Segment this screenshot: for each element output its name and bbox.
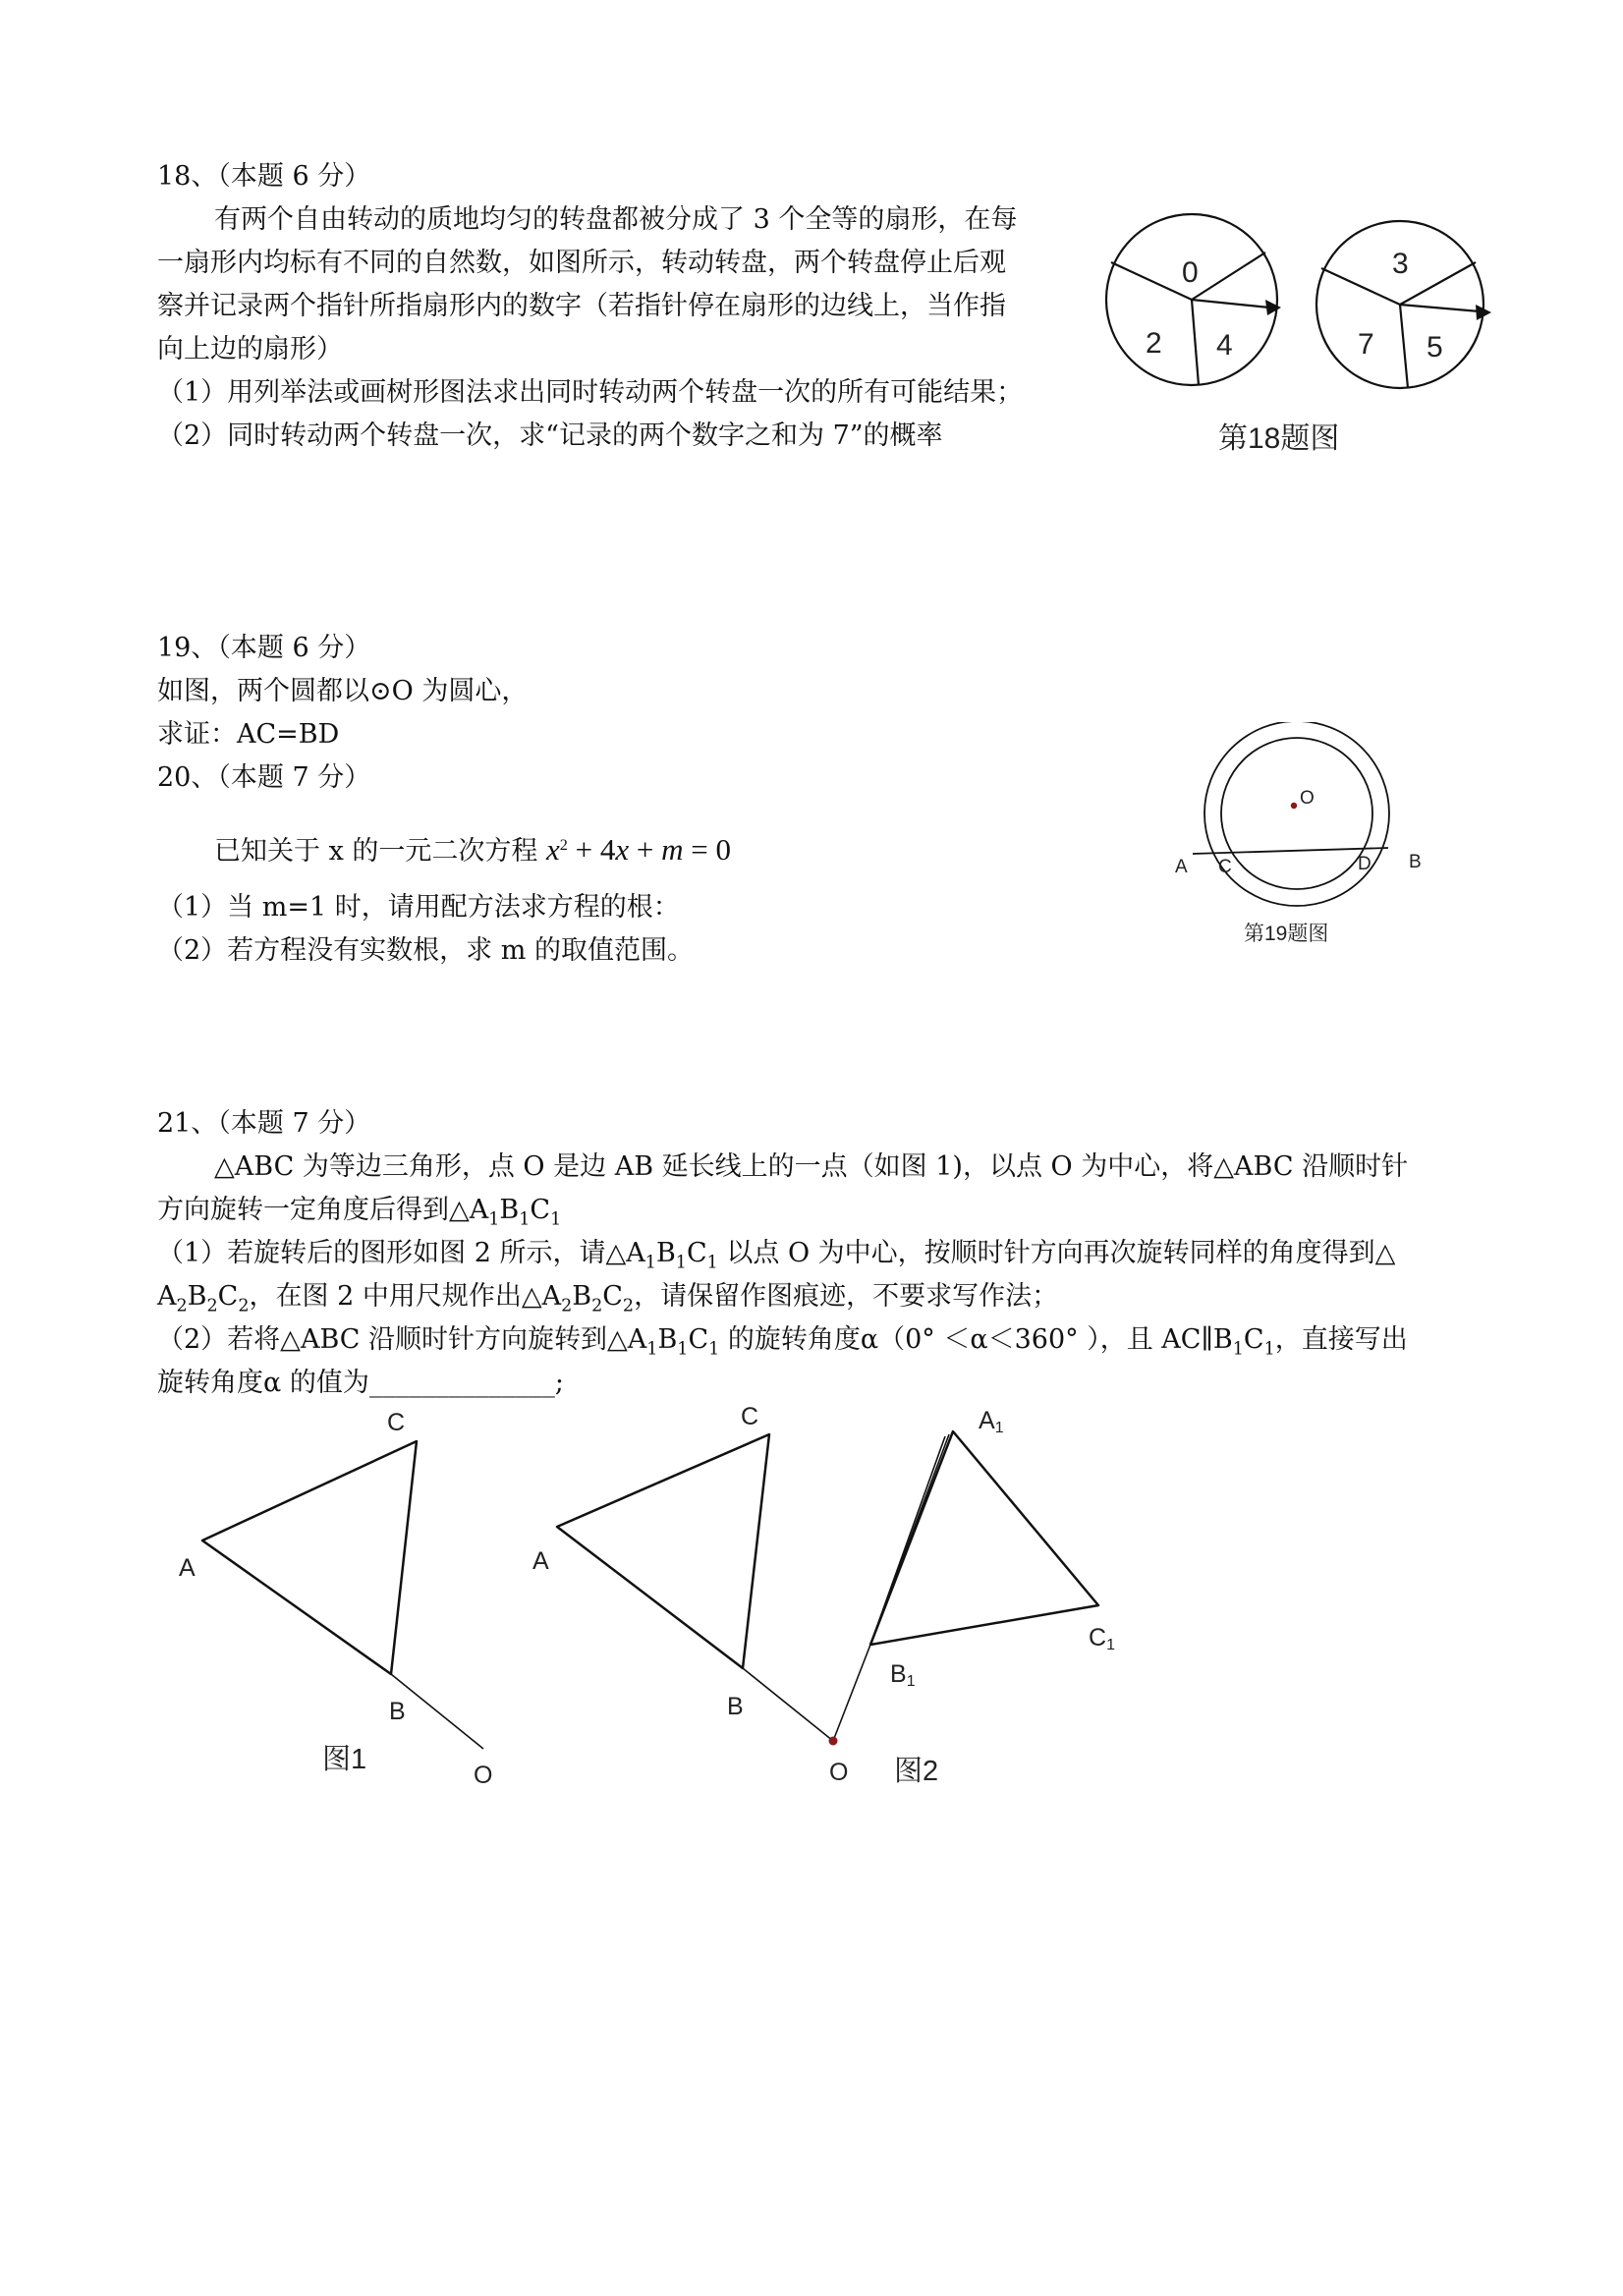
q21-part-2-line-1 <box>157 1322 1408 1367</box>
text-span: （1）若旋转后的图形如图 2 所示，请△A <box>157 1238 645 1268</box>
q18-body-line-4: 向上边的扇形） <box>157 334 343 364</box>
q19-title: 19、（本题 6 分） <box>157 633 371 663</box>
q21-body-line-1: △ABC 为等边三角形，点 O 是边 AB 延长线上的一点（如图 1)，以点 O 为中心，将△ABC 沿顺时针 <box>214 1151 1409 1182</box>
label-subscript: 1 <box>1106 1637 1115 1653</box>
figure-2-caption: 图2 <box>894 1756 939 1787</box>
q19-figure <box>1149 722 1444 958</box>
text-span: B <box>657 1324 678 1355</box>
label-b: B <box>389 1698 406 1725</box>
q21-figure-2 <box>521 1385 1149 1798</box>
spinner-1-number: 2 <box>1146 327 1162 360</box>
text-span: C <box>1243 1324 1264 1355</box>
spinner-1-pointer <box>1192 300 1269 308</box>
subscript: 2 <box>591 1296 603 1316</box>
equation-term: = 0 <box>683 832 731 867</box>
q18-figure <box>1091 201 1513 467</box>
subscript: 2 <box>561 1296 573 1316</box>
spinner-2-pointer <box>1400 305 1480 311</box>
label-c: C <box>387 1409 406 1436</box>
equation-term: + 4 <box>567 832 616 867</box>
construction-line <box>870 1434 949 1645</box>
label-b: B <box>1409 852 1422 872</box>
label-letter: A <box>979 1407 995 1434</box>
subscript: 2 <box>238 1296 250 1316</box>
subscript: 1 <box>1263 1339 1275 1360</box>
label-a1 <box>979 1407 1004 1436</box>
subscript: 1 <box>488 1209 500 1230</box>
label-b: B <box>727 1693 744 1720</box>
label-a: A <box>1175 857 1188 877</box>
subscript: 2 <box>206 1296 218 1316</box>
outer-circle <box>1204 722 1389 906</box>
q18-body-line-3: 察并记录两个指针所指扇形内的数字（若指针停在扇形的边线上，当作指 <box>157 291 1006 321</box>
label-subscript: 1 <box>994 1420 1004 1436</box>
q21-body-line-2 <box>157 1193 561 1237</box>
text-span: ，在图 2 中用尺规作出△A <box>249 1281 562 1312</box>
spinner-1-number: 0 <box>1182 256 1199 289</box>
q18-body-line-2: 一扇形内均标有不同的自然数，如图所示，转动转盘，两个转盘停止后观 <box>157 248 1006 278</box>
label-c1 <box>1089 1624 1115 1653</box>
label-b1 <box>890 1660 916 1690</box>
q21-title: 21、（本题 7 分） <box>157 1108 371 1139</box>
text-span: C <box>688 1324 709 1355</box>
label-subscript: 1 <box>906 1673 916 1690</box>
figure-1-caption: 图1 <box>322 1744 367 1775</box>
spinner-2-number: 7 <box>1358 328 1374 361</box>
arrow-right-icon <box>1265 300 1281 315</box>
q20-part-1: （1）当 m=1 时，请用配方法求方程的根： <box>157 892 680 923</box>
text-span: ，直接写出 <box>1274 1324 1408 1355</box>
subscript: 2 <box>176 1296 188 1316</box>
spinner-1-number: 4 <box>1216 329 1233 362</box>
subscript: 1 <box>550 1209 562 1230</box>
label-c: C <box>741 1403 759 1430</box>
q19-body-line-1: 如图，两个圆都以⊙O 为圆心， <box>157 676 529 706</box>
q21-part-1-line-1 <box>157 1236 1395 1280</box>
q18-body-line-1: 有两个自由转动的质地均匀的转盘都被分成了 3 个全等的扇形，在每 <box>214 204 1018 235</box>
inner-circle <box>1221 738 1372 889</box>
label-o: O <box>829 1759 849 1786</box>
subscript: 1 <box>644 1253 656 1273</box>
spinner-2-number: 3 <box>1392 248 1409 280</box>
label-c: C <box>1218 857 1232 877</box>
equation-variable: m <box>661 832 684 867</box>
subscript: 1 <box>646 1339 658 1360</box>
q18-figure-caption: 第18题图 <box>1218 422 1340 455</box>
text-span: C <box>530 1195 551 1225</box>
equation-variable: x <box>615 832 630 867</box>
text-span: B <box>655 1238 676 1268</box>
q21-figure-1 <box>167 1395 521 1808</box>
label-a: A <box>179 1554 196 1582</box>
subscript: 1 <box>708 1339 720 1360</box>
text-span: 旋转角度α 的值为 <box>157 1368 369 1398</box>
spinner-2-number: 5 <box>1427 331 1443 364</box>
center-point <box>1291 803 1297 809</box>
text-span: 方向旋转一定角度后得到△A <box>157 1195 489 1225</box>
subscript: 1 <box>519 1209 531 1230</box>
q20-title: 20、（本题 7 分） <box>157 762 371 793</box>
segment-ob1 <box>833 1645 870 1741</box>
q19-body-line-2: 求证：AC=BD <box>157 719 340 750</box>
q21-part-1-line-2 <box>157 1279 1058 1323</box>
text-span: C <box>217 1281 239 1312</box>
point-o <box>829 1737 838 1746</box>
subscript: 1 <box>706 1253 718 1273</box>
equation-exponent: 2 <box>559 836 568 854</box>
text-span: （2）若将△ABC 沿顺时针方向旋转到△A <box>157 1324 647 1355</box>
q18-part-2: （2）同时转动两个转盘一次，求“记录的两个数字之和为 7”的概率 <box>157 420 943 451</box>
text-span: C <box>686 1238 707 1268</box>
q18-part-1: （1）用列举法或画树形图法求出同时转动两个转盘一次的所有可能结果； <box>157 377 1024 408</box>
text-span: 以点 O 为中心，按顺时针方向再次旋转同样的角度得到△ <box>717 1238 1396 1268</box>
text-span: 的旋转角度α（0° ＜α＜360° ），且 AC∥B <box>719 1324 1233 1355</box>
subscript: 2 <box>622 1296 635 1316</box>
q20-part-2: （2）若方程没有实数根，求 m 的取值范围。 <box>157 935 694 966</box>
text-span: B <box>572 1281 592 1312</box>
text-span: C <box>602 1281 623 1312</box>
subscript: 1 <box>677 1339 689 1360</box>
text-span: B <box>499 1195 520 1225</box>
text-span: B <box>187 1281 207 1312</box>
equation-variable: x <box>546 832 560 867</box>
triangle-abc <box>202 1441 417 1674</box>
text-span: A <box>157 1281 177 1312</box>
text-span: ，请保留作图痕迹，不要求写作法； <box>634 1281 1059 1312</box>
label-o: O <box>474 1762 493 1789</box>
subscript: 1 <box>675 1253 687 1273</box>
q20-equation-line <box>214 827 731 869</box>
label-o: O <box>1300 788 1315 809</box>
label-d: D <box>1358 854 1371 874</box>
subscript: 1 <box>1232 1339 1244 1360</box>
label-letter: C <box>1089 1624 1107 1652</box>
q20-equation-prefix: 已知关于 x 的一元二次方程 <box>214 836 538 867</box>
label-a: A <box>532 1547 549 1575</box>
label-letter: B <box>890 1660 907 1688</box>
q19-figure-caption: 第19题图 <box>1244 923 1329 945</box>
triangle-abc <box>557 1434 769 1668</box>
answer-blank[interactable]: ______________; <box>368 1368 564 1398</box>
equation-term: + <box>629 832 662 867</box>
q18-title: 18、（本题 6 分） <box>157 161 371 192</box>
triangle-a1b1c1 <box>870 1431 1098 1645</box>
extension-line-bo <box>743 1668 833 1741</box>
